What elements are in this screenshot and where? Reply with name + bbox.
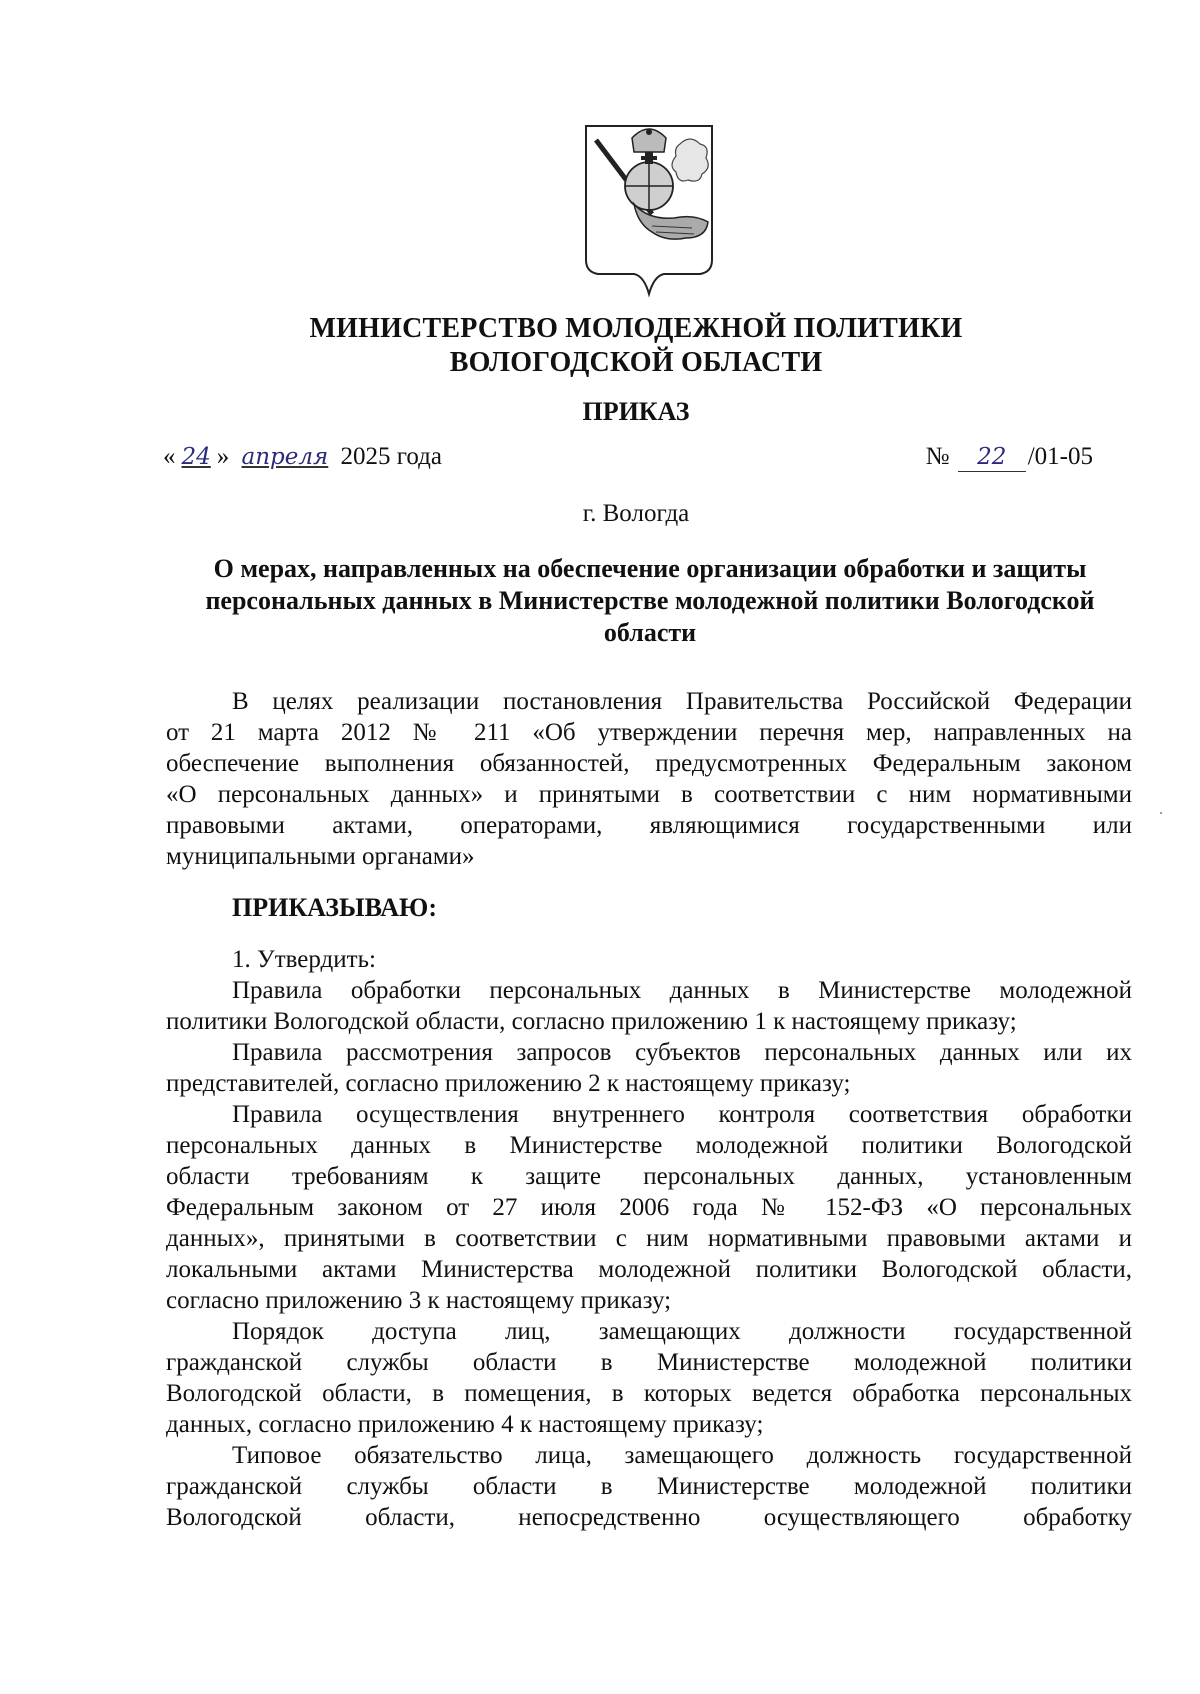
- scan-artifact: [1160, 812, 1162, 814]
- item-line: Правила рассмотрения запросов субъектов персональных данных или их: [232, 1039, 1132, 1066]
- date-year: 2025 года: [340, 443, 442, 470]
- item-line: Порядок доступа лиц, замещающих должности государственной: [232, 1318, 1132, 1345]
- item-line: локальными актами Министерства молодежной политики Вологодской области,: [166, 1256, 1132, 1283]
- order-items: [166, 944, 1132, 1533]
- vologda-coat-of-arms-icon: [582, 122, 716, 298]
- item-line: согласно приложению 3 к настоящему приказу;: [166, 1287, 672, 1314]
- item-line: гражданской службы области в Министерстве молодежной политики: [166, 1473, 1132, 1500]
- number-suffix: /01-05: [1027, 443, 1093, 470]
- item-line: представителей, согласно приложению 2 к настоящему приказу;: [166, 1070, 851, 1097]
- city: г. Вологда: [582, 500, 690, 527]
- document-type: ПРИКАЗ: [582, 397, 690, 426]
- item-line: Федеральным законом от 27 июля 2006 года № 152-ФЗ «О персональных: [166, 1194, 1132, 1221]
- subject-line2: персональных данных в Министерстве молодежной политики Вологодской: [205, 586, 1095, 615]
- date-close-quote: »: [216, 443, 230, 470]
- order-number: [926, 443, 1093, 472]
- item-line: политики Вологодской области, согласно приложению 1 к настоящему приказу;: [166, 1008, 1017, 1035]
- date-day: 24: [181, 444, 211, 470]
- date-open-quote: «: [163, 443, 176, 470]
- preamble-line: от 21 марта 2012 № 211 «Об утверждении перечня мер, направленных на: [166, 719, 1132, 746]
- date-month: апреля: [241, 444, 329, 470]
- item-line: Типовое обязательство лица, замещающего должность государственной: [232, 1442, 1132, 1469]
- number-value: 22: [977, 444, 1007, 470]
- preamble-line: правовыми актами, операторами, являющимися государственными или: [166, 812, 1132, 839]
- order-date: [163, 443, 442, 471]
- preamble-line: В целях реализации постановления Правительства Российской Федерации: [232, 688, 1132, 715]
- item-line: Вологодской области, в помещения, в которых ведется обработка персональных: [166, 1380, 1132, 1407]
- preamble-line: обеспечение выполнения обязанностей, предусмотренных Федеральным законом: [166, 750, 1132, 777]
- subject-line3: области: [603, 618, 697, 647]
- item-line: данных», принятыми в соответствии с ним нормативными правовыми актами и: [166, 1225, 1132, 1252]
- orders-heading: ПРИКАЗЫВАЮ:: [232, 893, 437, 922]
- item-line: Вологодской области, непосредственно осуществляющего обработку: [166, 1504, 1132, 1531]
- preamble-line: муниципальными органами»: [166, 843, 475, 870]
- ministry-name-line2: ВОЛОГОДСКОЙ ОБЛАСТИ: [449, 347, 823, 378]
- number-prefix: №: [925, 443, 950, 470]
- item-line: 1. Утвердить:: [232, 946, 376, 973]
- preamble-paragraph: [166, 686, 1132, 872]
- subject-line1: О мерах, направленных на обеспечение организации обработки и защиты: [213, 554, 1087, 583]
- item-line: персональных данных в Министерстве молодежной политики Вологодской: [166, 1132, 1132, 1159]
- ministry-name-line1: МИНИСТЕРСТВО МОЛОДЕЖНОЙ ПОЛИТИКИ: [309, 313, 963, 344]
- item-line: данных, согласно приложению 4 к настоящему приказу;: [166, 1411, 764, 1438]
- item-line: гражданской службы области в Министерстве молодежной политики: [166, 1349, 1132, 1376]
- item-line: Правила осуществления внутреннего контроля соответствия обработки: [232, 1101, 1132, 1128]
- item-line: Правила обработки персональных данных в Министерстве молодежной: [232, 977, 1132, 1004]
- item-line: области требованиям к защите персональных данных, установленным: [166, 1163, 1132, 1190]
- preamble-line: «О персональных данных» и принятыми в соответствии с ним нормативными: [166, 781, 1132, 808]
